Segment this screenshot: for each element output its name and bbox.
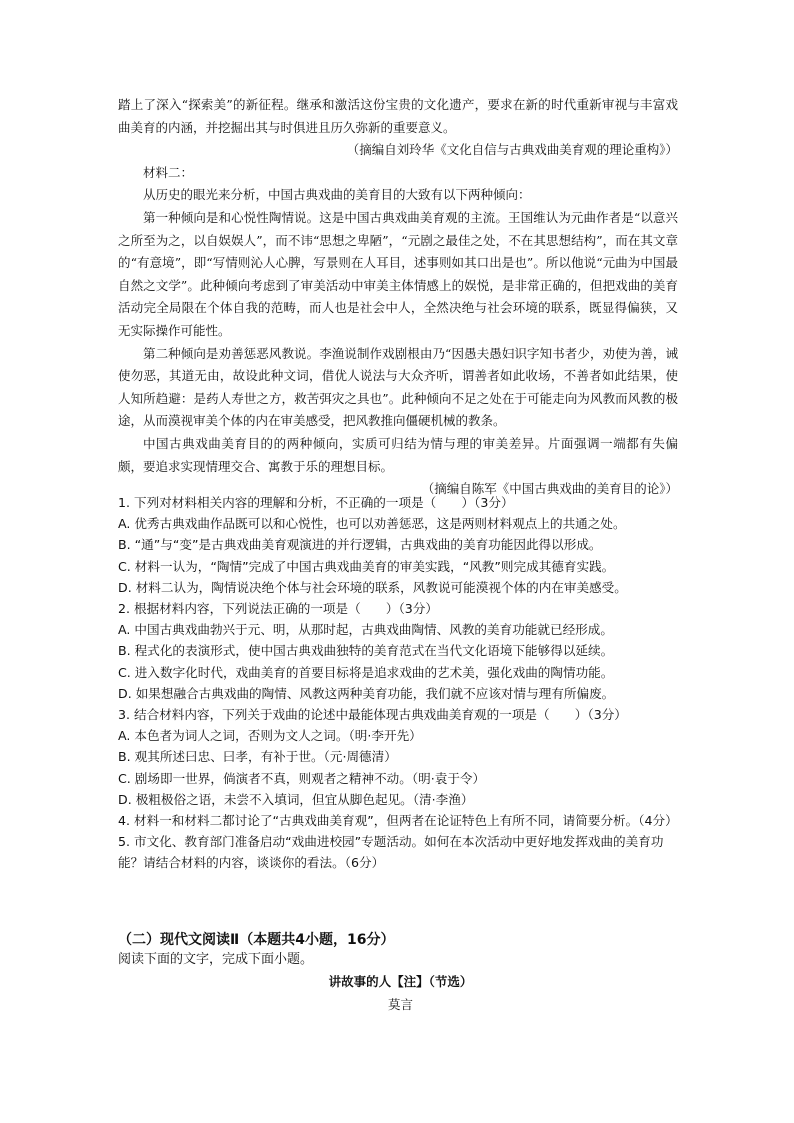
story-title: 讲故事的人【注】（节选） (328, 974, 473, 989)
question-line: A. 本色者为词人之词，否则为文人之词。（明·李开先） (118, 728, 422, 744)
question-line: B. “通”与“变”是古典戏曲美育观演进的并行逻辑，古典戏曲的美育功能因此得以形成。 (118, 537, 602, 553)
material-two-para-4: 中国古典戏曲美育目的的两种倾向，实质可归结为情与理的审美差异。片面强调一端都有失偏颇，要追求实现情理交合、寓教于乐的理想目标。 (118, 435, 678, 474)
question-line: D. 极粗极俗之语，未尝不入填词，但宜从脚色起见。（清·李渔） (118, 791, 474, 807)
question-line: A. 优秀古典戏曲作品既可以和心悦性，也可以劝善惩恶，这是两则材料观点上的共通之处。 (118, 516, 626, 532)
section-heading: （二）现代文阅读Ⅱ（本题共4小题，16分） (118, 932, 395, 948)
source-note-2: （摘编自陈军《中国古典戏曲的美育目的论》） (421, 481, 678, 497)
question-line: D. 材料二认为，陶情说决绝个体与社会环境的联系，风教说可能漠视个体的内在审美感受。 (118, 579, 627, 595)
question-line: 4. 材料一和材料二都讨论了“古典戏曲美育观”，但两者在论证特色上有所不同，请简要分析。（4分） (118, 813, 678, 829)
question-line: C. 材料一认为，“陶情”完成了中国古典戏曲美育的审美实践，“风教”则完成其德育实践。 (118, 558, 615, 574)
section-two (118, 930, 683, 1016)
question-line: 2. 根据材料内容，下列说法正确的一项是（ ）（3分） (118, 601, 438, 617)
question-line: B. 程式化的表演形式，使中国古典戏曲独特的美育范式在当代文化语境下能够得以延续。 (118, 643, 614, 659)
question-line: D. 如果想融合古典戏曲的陶情、风教这两种美育功能，我们就不应该对情与理有所偏废。 (118, 685, 615, 701)
source-note-1: （摘编自刘玲华《文化自信与古典戏曲美育观的理论重构》） (346, 142, 678, 158)
question-line: C. 进入数字化时代，戏曲美育的首要目标将是追求戏曲的艺术美，强化戏曲的陶情功能。 (118, 664, 614, 680)
material-two-para-2: 第一种倾向是和心悦性陶情说。这是中国古典戏曲美育观的主流。王国维认为元曲作者是“以意兴之所至为之，以自娱娱人”，而不讳“思想之卑陋”，“元剧之最佳之处，不在其思想结构”，而在其文章的“有意境”，即“写情则沁人心脾，写景则在人耳目，述事则如其口出是也”。所以他说“元曲为中国最自然之文学”。此种倾向考虑到了审美活动中审美主体情感上的娱悦，是非常正确的，但把戏曲的美育活动完全局限在个体自我的范畴，而人也是社会中人，全然决绝与社会环境的联系，既显得偏狭，又无实际操作可能性。 (118, 209, 678, 338)
question-line: B. 观其所述曰忠、曰孝，有补于世。（元·周德清） (118, 749, 397, 765)
material-one-tail: 踏上了深入“探索美”的新征程。继承和激活这份宝贵的文化遗产，要求在新的时代重新审视与丰富戏曲美育的内涵，并挖掘出其与时俱进且历久弥新的重要意义。 (118, 97, 678, 135)
question-line: C. 剧场即一世界，倘演者不真，则观者之精神不动。（明·袁于令） (118, 770, 486, 786)
section-instruction: 阅读下面的文字，完成下面小题。 (118, 952, 314, 967)
story-author: 莫言 (387, 997, 413, 1012)
material-block (118, 94, 678, 501)
material-two-para-3: 第二种倾向是劝善惩恶风教说。李渔说制作戏剧根由乃“因愚夫愚妇识字知书者少，劝使为善，诫使勿恶，其道无由，故设此种文词，借优人说法与大众齐听，谓善者如此收场，不善者如此结果，使人知所趋避：是药人寿世之方，救苦弭灾之具也”。此种倾向不足之处在于可能走向为风教而风教的极途，从而漠视审美个体的内在审美感受，把风教推向僵硬机械的教条。 (118, 345, 678, 429)
question-line: A. 中国古典戏曲勃兴于元、明，从那时起，古典戏曲陶情、风教的美育功能就已经形成。 (118, 622, 613, 638)
material-two-label: 材料二： (143, 164, 194, 180)
questions-block (118, 492, 683, 874)
material-two-para-1: 从历史的眼光来分析，中国古典戏曲的美育目的大致有以下两种倾向： (143, 187, 531, 203)
question-line: 3. 结合材料内容，下列关于戏曲的论述中最能体现古典戏曲美育观的一项是（ ）（3分） (118, 707, 627, 723)
question-line: 5. 市文化、教育部门准备启动“戏曲进校园”专题活动。如何在本次活动中更好地发挥戏曲的美育功能？请结合材料的内容，谈谈你的看法。（6分） (118, 834, 664, 871)
question-line: 1. 下列对材料相关内容的理解和分析，不正确的一项是（ ）（3分） (118, 495, 514, 510)
